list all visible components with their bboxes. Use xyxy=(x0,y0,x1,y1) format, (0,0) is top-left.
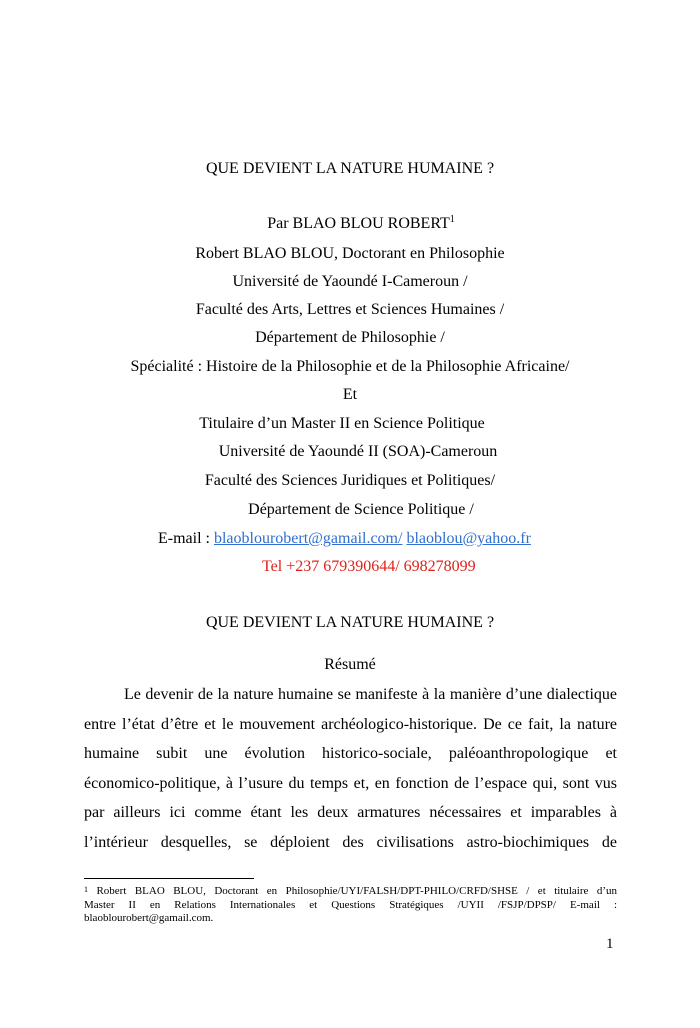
abstract-paragraph xyxy=(84,680,617,857)
document-title: QUE DEVIENT LA NATURE HUMAINE ? xyxy=(205,160,495,177)
paragraph-line: l’intérieur desquelles, se déploient des civilisations astro-biochimiques de xyxy=(84,833,617,851)
affiliation-line: Université de Yaoundé I-Cameroun / xyxy=(232,273,468,290)
abstract-heading: Résumé xyxy=(324,656,376,673)
footnote-line xyxy=(84,885,617,899)
affiliation-line: Faculté des Sciences Juridiques et Politiques/ xyxy=(204,472,496,489)
affiliation-line: Université de Yaoundé II (SOA)-Cameroun xyxy=(218,443,498,460)
page-number: 1 xyxy=(606,936,614,952)
paragraph-line: humaine subit une évolution historico-sociale, paléoanthropologique et xyxy=(84,745,617,762)
paragraph-line: économico-politique, à l’usure du temps et, en fonction de l’espace qui, sont vus xyxy=(84,774,617,792)
section-title: QUE DEVIENT LA NATURE HUMAINE ? xyxy=(205,614,495,631)
email-label: E-mail : xyxy=(158,530,214,547)
affiliation-line: Et xyxy=(342,386,358,403)
email-line xyxy=(158,530,531,548)
author-line xyxy=(0,215,700,233)
footnote-marker: 1 xyxy=(84,885,88,894)
affiliation-line: Département de Philosophie / xyxy=(255,329,445,346)
footnote-ref[interactable]: 1 xyxy=(449,214,455,225)
footnote-line: blaoblourobert@gamail.com. xyxy=(84,912,214,924)
affiliation-line: Robert BLAO BLOU, Doctorant en Philosophie xyxy=(195,245,505,262)
paragraph-line: par ailleurs ici comme étant les deux armatures nécessaires et imparables à xyxy=(84,804,617,821)
author-name: Par BLAO BLOU ROBERT xyxy=(267,215,450,232)
paragraph-line: Le devenir de la nature humaine se manifeste à la manière d’une dialectique xyxy=(124,686,617,703)
affiliation-line: Faculté des Arts, Lettres et Sciences Humaines / xyxy=(195,301,505,318)
affiliation-line: Titulaire d’un Master II en Science Politique xyxy=(199,415,485,432)
paragraph-line: entre l’état d’être et le mouvement archéologico-historique. De ce fait, la nature xyxy=(84,715,617,733)
affiliation-line: Département de Science Politique / xyxy=(248,501,474,518)
footnote xyxy=(84,885,617,926)
phone-line: Tel +237 679390644/ 698278099 xyxy=(262,558,476,575)
footnote-separator xyxy=(84,878,254,879)
email-link-1[interactable]: blaoblourobert@gamail.com/ xyxy=(213,530,403,547)
affiliation-line: Spécialité : Histoire de la Philosophie et de la Philosophie Africaine/ xyxy=(130,358,570,375)
email-link-2[interactable]: blaoblou@yahoo.fr xyxy=(406,530,531,547)
footnote-text: Robert BLAO BLOU, Doctorant en Philosophie/UYI/FALSH/DPT-PHILO/CRFD/SHSE / et titulaire d’un xyxy=(96,885,618,897)
footnote-line: Master II en Relations Internationales et Questions Stratégiques /UYII /FSJP/DPSP/ E-mail : xyxy=(84,898,617,911)
